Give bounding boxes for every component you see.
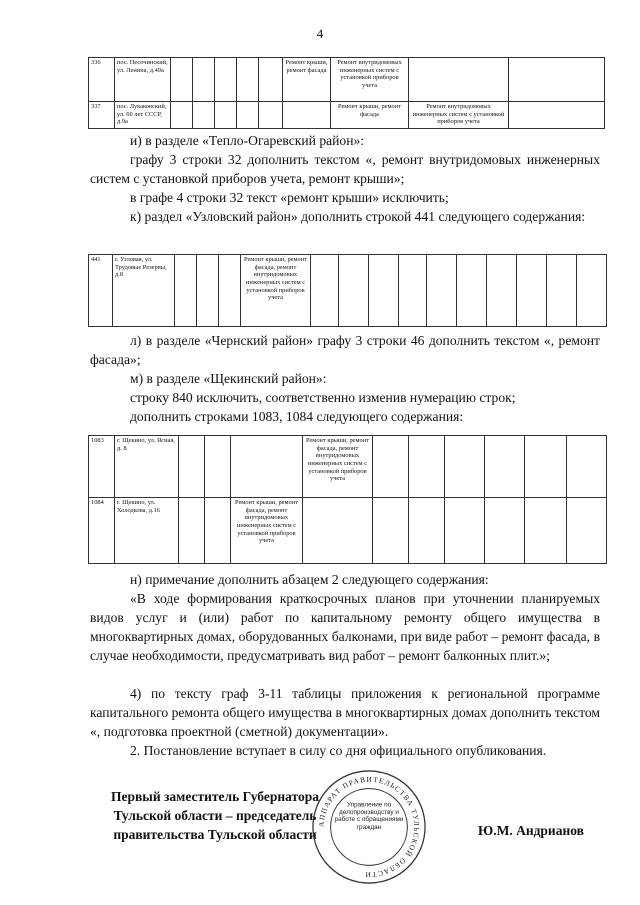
table-row xyxy=(89,436,607,498)
row-works-col5: Ремонт внутридомовых инженерных систем с установкой приборов учета xyxy=(409,102,509,129)
row-works-col5 xyxy=(409,58,509,102)
stamp-center-text: Управление по делопроизводству и работе с обращениями граждан xyxy=(334,801,404,831)
row-works-col3: Ремонт крыши, ремонт фасада xyxy=(283,58,331,102)
address-table-2 xyxy=(88,254,607,327)
row-number: 441 xyxy=(89,255,113,327)
signatory-title-line3: правительства Тульской области xyxy=(113,827,317,842)
row-address: г. Щекино, ул. Холодкова, д.16 xyxy=(115,498,179,564)
row-number: 1083 xyxy=(89,436,115,498)
para-i1: графу 3 строки 32 дополнить текстом «, ремонт внутридомовых инженерных систем с установкой приборов учета, ремонт крыши»; xyxy=(90,152,600,186)
row-works: Ремонт крыши, ремонт фасада, ремонт внутридомовых инженерных систем с установкой приборов учета xyxy=(241,255,311,327)
para-m2: дополнить строками 1083, 1084 следующего содержания: xyxy=(130,409,464,424)
row-address: г. Щекино, ул. Ясная, д. 8 xyxy=(115,436,179,498)
para-2: 2. Постановление вступает в силу со дня официального опубликования. xyxy=(130,743,547,758)
para-i2: в графе 4 строки 32 текст «ремонт крыши» исключить; xyxy=(130,190,449,205)
signatory-name: Ю.М. Андрианов xyxy=(478,823,584,838)
address-table-1 xyxy=(88,57,605,129)
table-row xyxy=(89,498,607,564)
table-row xyxy=(89,255,607,327)
signatory-title xyxy=(90,787,340,844)
para-m: м) в разделе «Щекинский район»: xyxy=(130,371,327,386)
para-i: и) в разделе «Тепло-Огаревский район»: xyxy=(130,133,365,148)
row-address: пос. Песочинский, ул. Ленина, д.49а xyxy=(115,58,171,102)
row-number: 1084 xyxy=(89,498,115,564)
row-works-col5: Ремонт крыши, ремонт фасада, ремонт внутридомовых инженерных систем с установкой приборов учета xyxy=(303,436,373,498)
row-address: г. Узловая, ул. Трудовые Резервы, д.8 xyxy=(113,255,175,327)
signatory-title-line2: Тульской области – председатель xyxy=(113,808,317,823)
official-stamp-icon xyxy=(310,768,428,886)
para-4: 4) по тексту граф 3-11 таблицы приложения к региональной программе капитального ремонта общего имущества в многоквартирных домах дополнить текстом «, подготовка проектной (сметной) документации». xyxy=(90,686,600,739)
row-address: пос. Лукаковский, ул. 60 лет СССР, д.9а xyxy=(115,102,171,129)
row-works-col4: Ремонт крыши, ремонт фасада xyxy=(331,102,409,129)
para-l: л) в разделе «Чернский район» графу 3 строки 46 дополнить текстом «, ремонт фасада»; xyxy=(90,333,600,367)
para-n: н) примечание дополнить абзацем 2 следующего содержания: xyxy=(130,572,489,587)
row-works-col4: Ремонт крыши, ремонт фасада, ремонт внутридомовых инженерных систем с установкой приборов учета xyxy=(231,498,303,564)
table-row xyxy=(89,102,605,129)
para-m1: строку 840 исключить, соответственно изменив нумерацию строк; xyxy=(130,390,516,405)
row-works-col4: Ремонт внутридомовых инженерных систем с установкой приборов учета xyxy=(331,58,409,102)
row-number: 336 xyxy=(89,58,115,102)
page-number: 4 xyxy=(316,26,324,41)
table-row xyxy=(89,58,605,102)
stamp-ring-text: АППАРАТ ПРАВИТЕЛЬСТВА ТУЛЬСКОЙ ОБЛАСТИ xyxy=(316,774,422,880)
para-k: к) раздел «Узловский район» дополнить строкой 441 следующего содержания: xyxy=(130,209,586,224)
signatory-title-line1: Первый заместитель Губернатора xyxy=(111,789,319,804)
address-table-3 xyxy=(88,435,607,564)
row-number: 337 xyxy=(89,102,115,129)
para-n1: «В ходе формирования краткосрочных планов при уточнении планируемых видов услуг и (или) работ по капитальному ремонту общего имущества в многоквартирных домах, оборудованных балконами, при виде работ – ремонт фасада, в случае необходимости, предусматривать вид работ – ремонт балконных плит.»; xyxy=(90,591,600,663)
